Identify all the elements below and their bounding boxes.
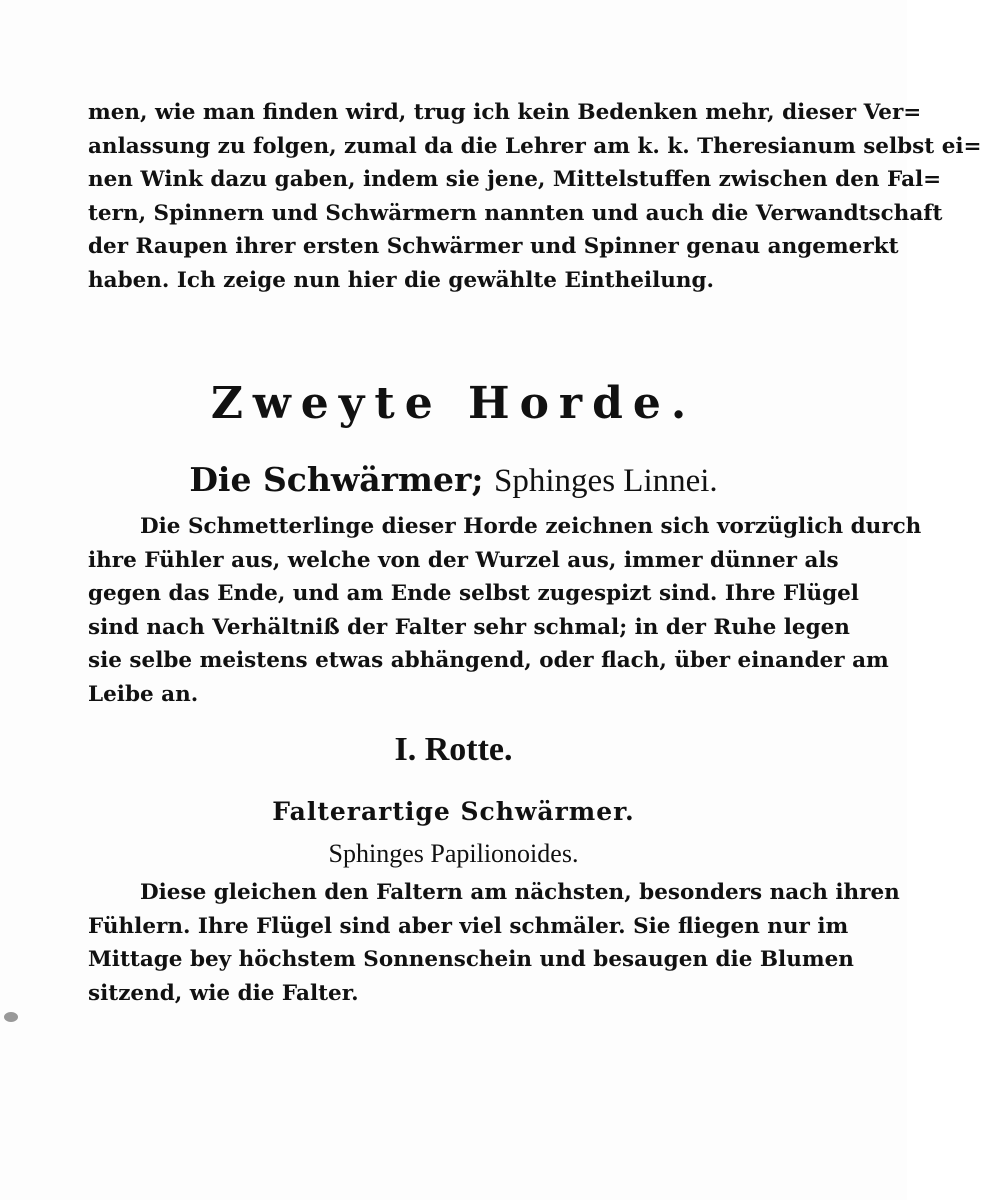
rotte-description-line: Fühlern. Ihre Flügel sind aber viel schmäler. Sie fliegen nur im xyxy=(88,913,849,939)
horde-description-line: sind nach Verhältniß der Falter sehr schmal; in der Ruhe legen xyxy=(88,614,850,640)
intro-line: tern, Spinnern und Schwärmern nannten und auch die Verwandtschaft xyxy=(88,200,943,226)
horde-description-line: Die Schmetterlinge dieser Horde zeichnen sich vorzüglich durch xyxy=(140,514,922,539)
horde-description-line: ihre Fühler aus, welche von der Wurzel aus, immer dünner als xyxy=(88,547,839,573)
ink-speck xyxy=(4,1012,18,1022)
horde-subheading xyxy=(0,456,907,505)
intro-line: anlassung zu folgen, zumal da die Lehrer am k. k. Theresianum selbst ei= xyxy=(88,133,982,159)
intro-line: men, wie man finden wird, trug ich kein Bedenken mehr, dieser Ver= xyxy=(88,100,922,125)
horde-heading: Zweyte Horde. xyxy=(210,378,697,429)
horde-description-line: Leibe an. xyxy=(88,681,199,707)
rotte-heading: I. Rotte. xyxy=(394,731,513,768)
rotte-description-line: Mittage bey höchstem Sonnenschein und besaugen die Blumen xyxy=(88,947,854,972)
rotte-description-line: sitzend, wie die Falter. xyxy=(88,980,359,1006)
intro-line: nen Wink dazu gaben, indem sie jene, Mittelstuffen zwischen den Fal= xyxy=(88,167,942,192)
intro-line: der Raupen ihrer ersten Schwärmer und Spinner genau angemerkt xyxy=(88,234,899,259)
rotte-subheading: Falterartige Schwärmer. xyxy=(272,797,635,826)
horde-subheading-latin: Sphinges Linnei. xyxy=(494,463,718,499)
horde-description-line: gegen das Ende, und am Ende selbst zugespizt sind. Ihre Flügel xyxy=(88,581,859,606)
rotte-latin-name: Sphinges Papilionoides. xyxy=(328,839,579,868)
horde-subheading-german: Die Schwärmer; xyxy=(189,460,484,499)
horde-description xyxy=(88,510,922,711)
rotte-description xyxy=(88,876,900,1010)
horde-description-line: sie selbe meistens etwas abhängend, oder flach, über einander am xyxy=(88,648,889,673)
intro-paragraph xyxy=(88,96,982,297)
intro-line: haben. Ich zeige nun hier die gewählte Eintheilung. xyxy=(88,267,715,293)
rotte-description-line: Diese gleichen den Faltern am nächsten, besonders nach ihren xyxy=(140,880,900,905)
